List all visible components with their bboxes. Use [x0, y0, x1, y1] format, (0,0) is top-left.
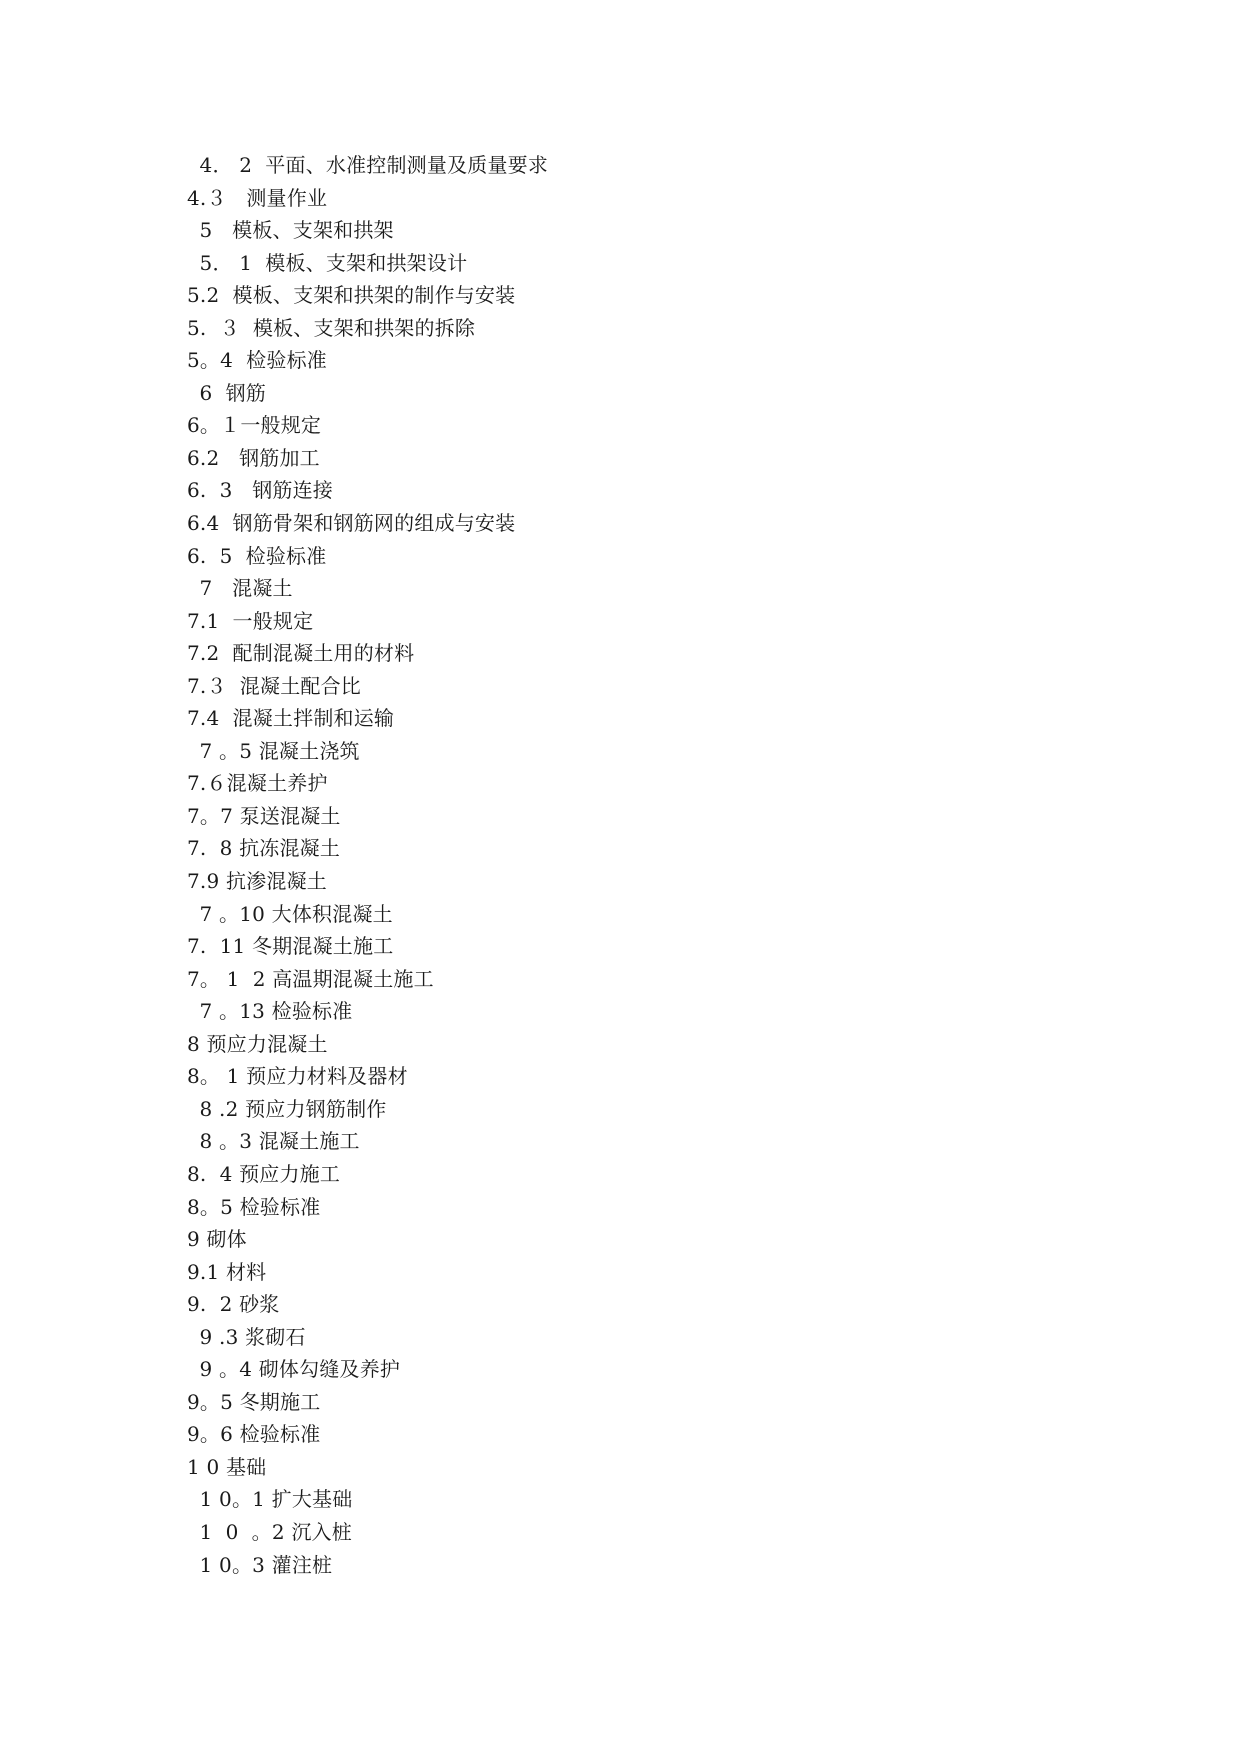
toc-entry: 6.4 钢筋骨架和钢筋网的组成与安装 [187, 511, 516, 536]
toc-entry: 6.2 钢筋加工 [187, 445, 320, 470]
toc-entry: 7 混凝土 [193, 576, 293, 601]
toc-entry: 6. 5 检验标准 [187, 543, 327, 568]
toc-entry: 7.1 一般规定 [187, 608, 314, 633]
toc-entry: 9。6 检验标准 [187, 1422, 321, 1447]
toc-entry: 6. 3 钢筋连接 [187, 478, 333, 503]
toc-entry: 8 。3 混凝土施工 [193, 1129, 360, 1154]
toc-entry: 6 钢筋 [193, 380, 266, 405]
toc-entry: 7. 8 抗冻混凝土 [187, 836, 341, 861]
toc-entry: 7.３ 混凝土配合比 [187, 673, 361, 698]
toc-entry: 8。 1 预应力材料及器材 [187, 1064, 408, 1089]
toc-entry: 9 砌体 [187, 1227, 247, 1252]
toc-entry: 1 0 。2 沉入桩 [193, 1519, 352, 1544]
toc-entry: 9 .3 浆砌石 [193, 1324, 306, 1349]
toc-entry: 7. 11 冬期混凝土施工 [187, 934, 394, 959]
toc-entry: 4.３ 测量作业 [187, 185, 328, 210]
table-of-contents [187, 149, 548, 1581]
toc-entry: 8 .2 预应力钢筋制作 [193, 1096, 387, 1121]
toc-entry: 6。１一般规定 [187, 413, 322, 438]
toc-entry: 8 预应力混凝土 [187, 1031, 328, 1056]
toc-entry: 7 。5 混凝土浇筑 [193, 738, 360, 763]
toc-entry: 7.9 抗渗混凝土 [187, 869, 327, 894]
toc-entry: 7 。13 检验标准 [193, 999, 353, 1024]
toc-entry: 5。4 检验标准 [187, 348, 327, 373]
toc-entry: 1 0。1 扩大基础 [193, 1487, 353, 1512]
toc-entry: 7。 1 2 高温期混凝土施工 [187, 966, 434, 991]
toc-entry: 8。5 检验标准 [187, 1194, 321, 1219]
toc-entry: 9. 2 砂浆 [187, 1292, 280, 1317]
toc-entry: 1 0。3 灌注桩 [193, 1552, 333, 1577]
toc-entry: 9.1 材料 [187, 1259, 267, 1284]
toc-entry: 4． 2 平面、水准控制测量及质量要求 [193, 153, 549, 177]
toc-entry: 5 模板、支架和拱架 [193, 218, 394, 243]
toc-entry: 7.4 混凝土拌制和运输 [187, 706, 395, 731]
toc-entry: 7.2 配制混凝土用的材料 [187, 641, 415, 666]
toc-entry: 7。7 泵送混凝土 [187, 803, 341, 828]
toc-entry: 7.６混凝土养护 [187, 771, 328, 796]
toc-entry: 5. ３ 模板、支架和拱架的拆除 [187, 315, 476, 340]
toc-entry: 1 0 基础 [187, 1454, 267, 1479]
toc-entry: 5． 1 模板、支架和拱架设计 [193, 250, 468, 275]
toc-entry: 9 。4 砌体勾缝及养护 [193, 1357, 401, 1382]
toc-entry: 8. 4 预应力施工 [187, 1161, 341, 1186]
toc-entry: 5.2 模板、支架和拱架的制作与安装 [187, 283, 516, 308]
toc-entry: 7 。10 大体积混凝土 [193, 901, 393, 926]
toc-entry: 9。5 冬期施工 [187, 1389, 321, 1414]
